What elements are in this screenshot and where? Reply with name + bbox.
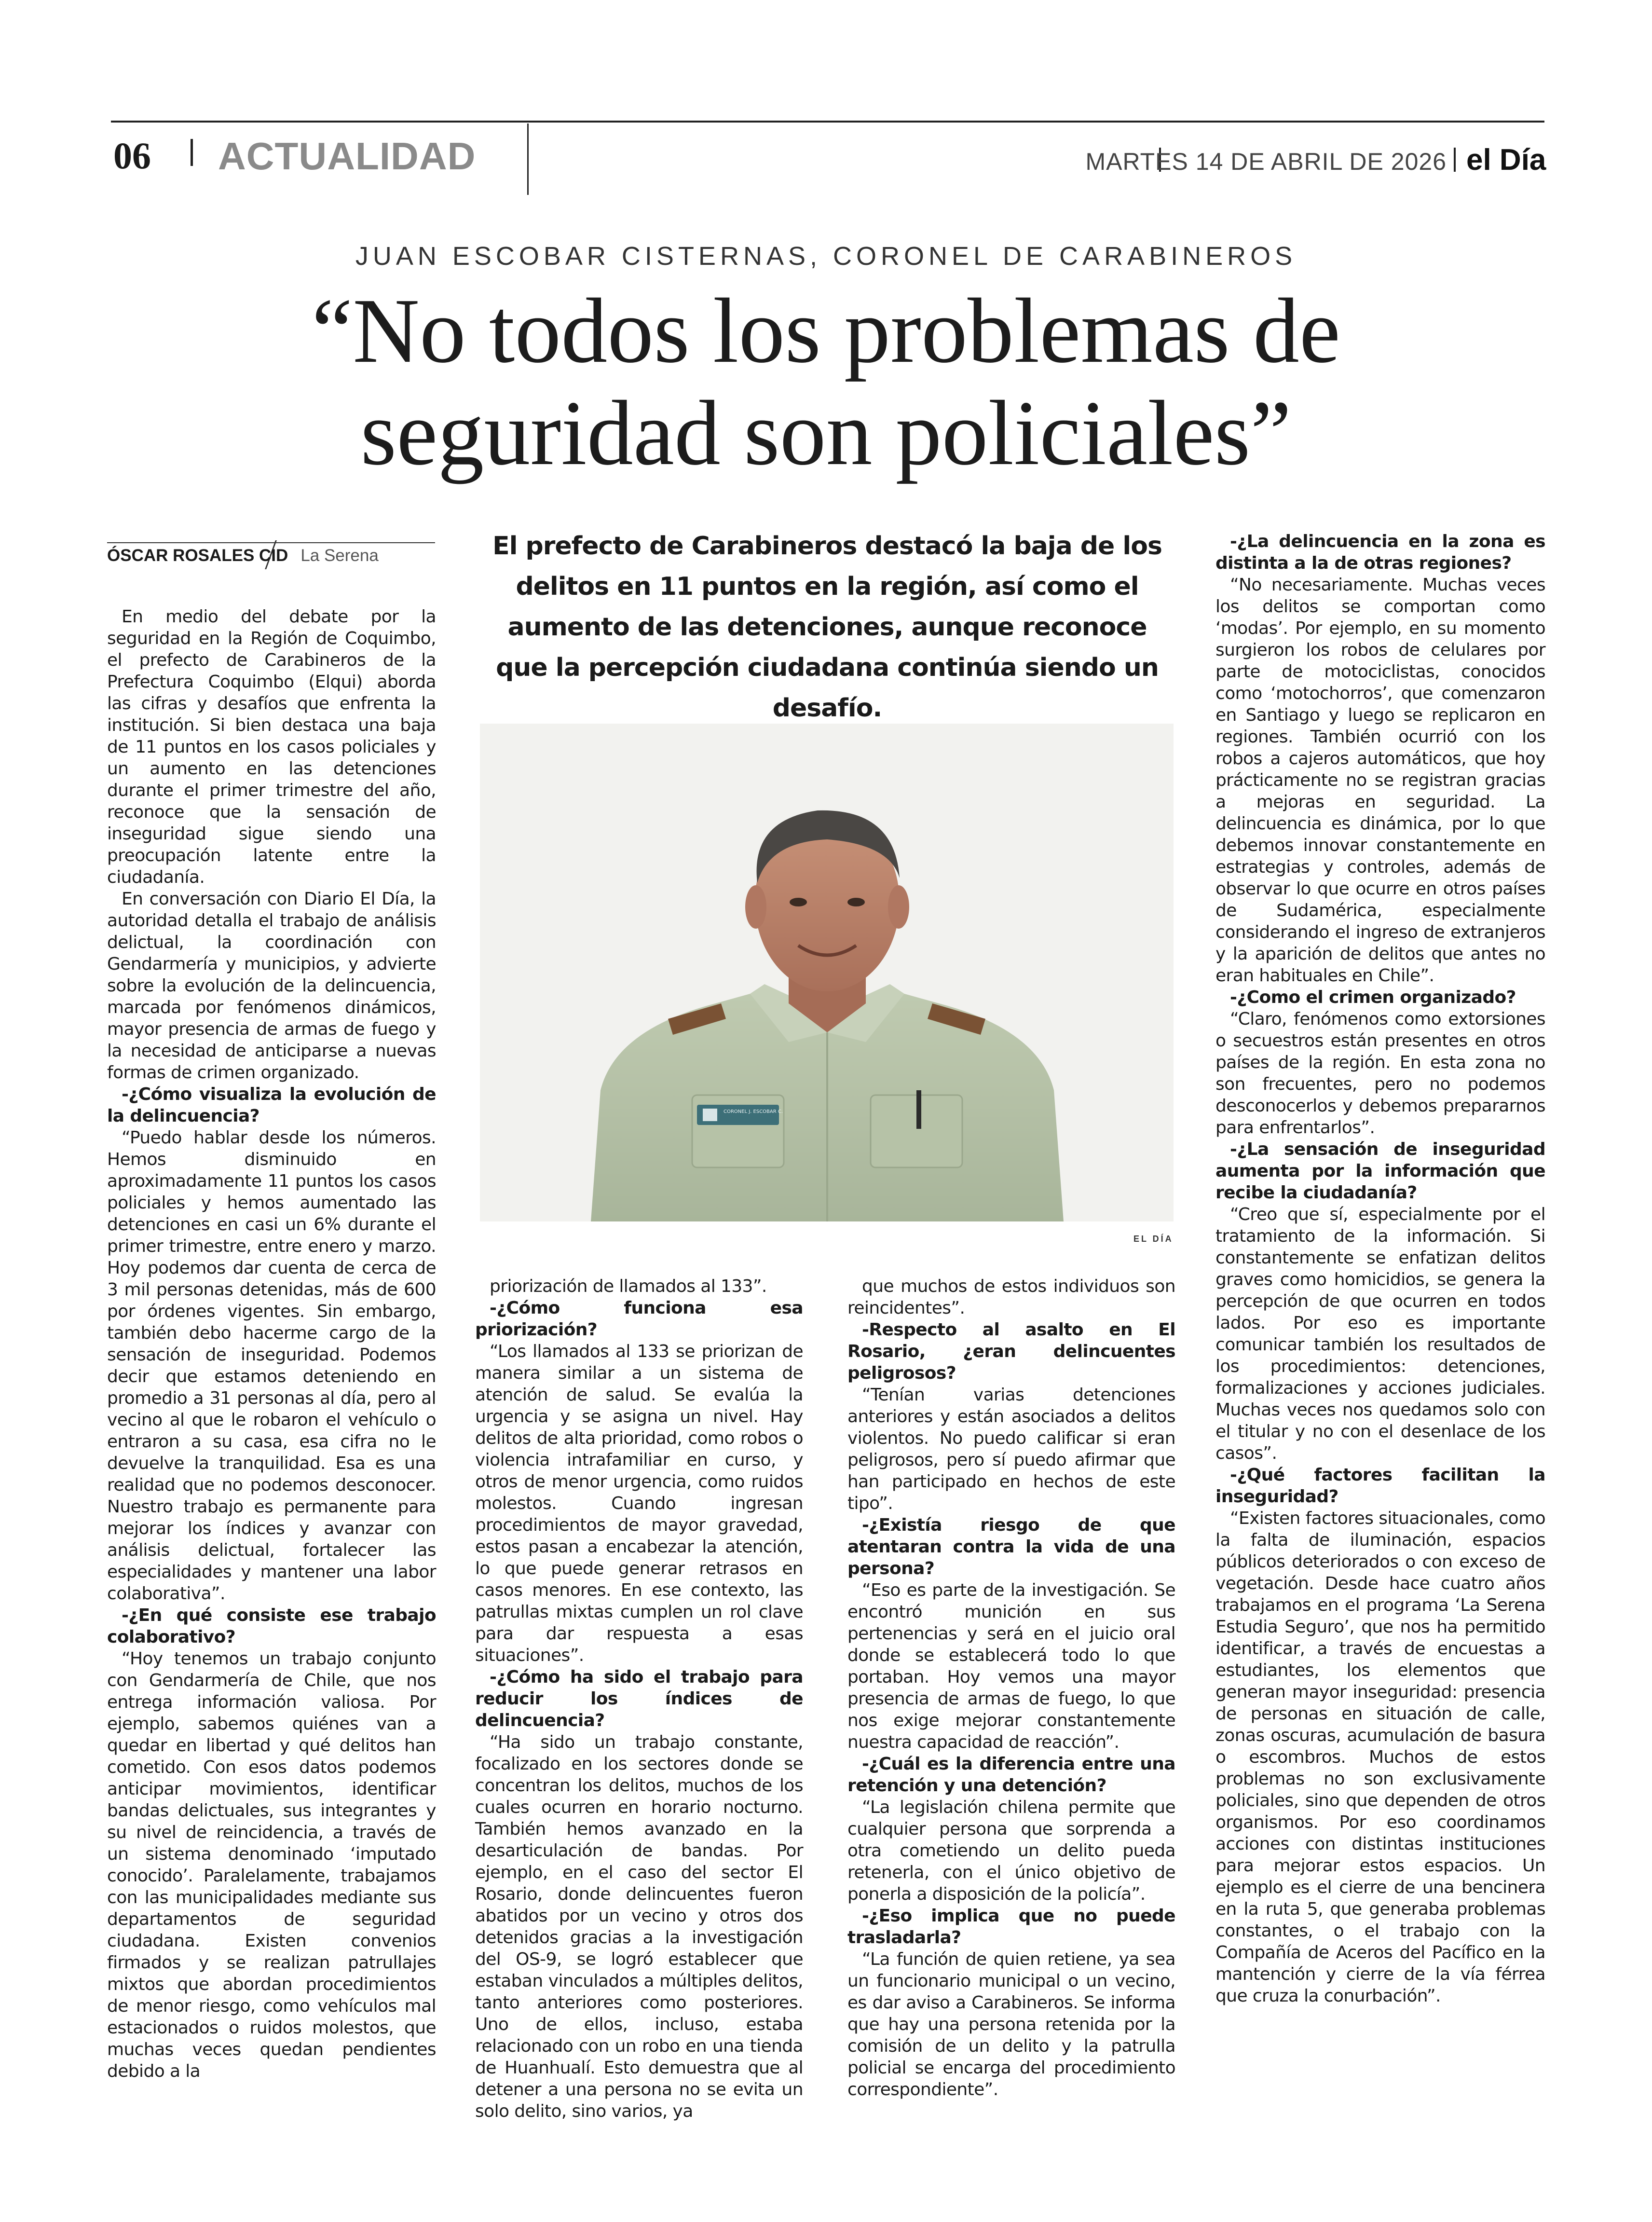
- interview-question: -¿Existía riesgo de que atentaran contra la vida de una persona?: [847, 1515, 1175, 1578]
- portrait-illustration: [480, 724, 1174, 1221]
- body-paragraph: “Eso es parte de la investigación. Se encontró munición en sus pertenencias y será en el juicio oral donde se establecerá todo lo que portaban. Hoy vemos una mayor presencia de armas de fuego, lo que nos exige mejorar constantemente nuestra capacidad de reacción”.: [847, 1580, 1175, 1752]
- header-divider: [527, 123, 529, 195]
- header-rule: [111, 121, 1544, 123]
- interview-question: -¿La delincuencia en la zona es distinta a la de otras regiones?: [1215, 532, 1545, 573]
- page-number: 06: [113, 135, 151, 177]
- body-paragraph: “Tenían varias detenciones anteriores y están asociados a delitos violentos. No puedo calificar si eran peligrosos, pero sí puedo afirmar que han participado en hechos de este tipo”.: [847, 1385, 1175, 1513]
- interview-question: -¿Cómo visualiza la evolución de la delincuencia?: [107, 1084, 436, 1126]
- column-3: [847, 1276, 1175, 2100]
- interview-question: -¿Cuál es la diferencia entre una retención y una detención?: [847, 1754, 1175, 1796]
- body-paragraph: “Claro, fenómenos como extorsiones o secuestros están presentes en otros países de la región. En esta zona no son frecuentes, pero no podemos desconocerlos y debemos prepararnos para enfrentarlos”.: [1215, 1009, 1545, 1138]
- interview-question: -¿Eso implica que no puede trasladarla?: [847, 1906, 1175, 1948]
- body-paragraph: que muchos de estos individuos son reincidentes”.: [847, 1276, 1175, 1318]
- body-paragraph: “Creo que sí, especialmente por el tratamiento de la información. Si constantemente se enfatizan delitos graves como homicidios, se genera la percepción de que ocurren en todos lados. Por eso es importante comunicar también los resultados de los procedimientos: detenciones, formalizaciones y acciones judiciales. Muchas veces nos quedamos solo con el titular y no con el desenlace de los casos”.: [1215, 1205, 1545, 1463]
- header-separator: [191, 139, 193, 166]
- date-separator-right: [1454, 148, 1456, 172]
- body-paragraph: “Puedo hablar desde los números. Hemos disminuido en aproximadamente 11 puntos los casos policiales y hemos aumentado las detenciones en casi un 6% durante el primer trimestre, entre enero y marzo. Hoy podemos dar cuenta de cerca de 3 mil personas detenidas, más de 600 por órdenes vigentes. Sin embargo, también debo hacerme cargo de la sensación de inseguridad. Podemos decir que estamos deteniendo en promedio a 31 personas al día, pero al vecino al que le robaron el vehículo o entraron a su casa, esa cifra no le devuelve la tranquilidad. Esa es una realidad que no podemos desconocer. Nuestro trabajo es permanente para mejorar los índices y avanzar con análisis delictual, fortalecer las especialidades y mantener una labor colaborativa”.: [107, 1128, 436, 1604]
- location: La Serena: [300, 546, 379, 565]
- interview-question: -¿En qué consiste ese trabajo colaborativo?: [107, 1605, 436, 1647]
- column-1: [107, 606, 436, 2082]
- byline-rule: [107, 542, 435, 543]
- interview-question: -¿Cómo funciona esa priorización?: [475, 1298, 803, 1340]
- body-paragraph: “Hoy tenemos un trabajo conjunto con Gendarmería de Chile, que nos entrega información valiosa. Por ejemplo, sabemos quiénes van a quedar en libertad y qué delitos han cometido. Con esos datos podemos anticipar movimientos, identificar bandas delictuales, sus integrantes y su nivel de reincidencia, a través de un sistema denominado ‘imputado conocido’. Paralelamente, trabajamos con las municipalidades mediante sus departamentos de seguridad ciudadana. Existen convenios firmados y se realizan patrullajes mixtos que abordan procedimientos de menor riesgo, como vehículos mal estacionados o ruidos molestos, que muchas veces quedan pendientes debido a la: [107, 1649, 436, 2081]
- body-paragraph: “No necesariamente. Muchas veces los delitos se comportan como ‘modas’. Por ejemplo, en su momento surgieron los robos de celulares por parte de motociclistas, conocidos como ‘motochorros’, que comenzaron en Santiago y luego se replicaron en regiones. También ocurrió con los robos a cajeros automáticos, que hoy prácticamente no se registran gracias a mejoras en seguridad. La delincuencia es dinámica, por lo que debemos innovar constantemente en estrategias y controles, además de observar lo que ocurre en otros países de Sudamérica, especialmente considerando el ingreso de extranjeros y la aparición de delitos que antes no eran habituales en Chile”.: [1215, 575, 1545, 986]
- author: ÓSCAR ROSALES CID: [107, 546, 288, 565]
- headline: [96, 280, 1556, 484]
- lead-paragraph: El prefecto de Carabineros destacó la baja de los delitos en 11 puntos en la región, así como el aumento de las detenciones, aunque reconoce que la percepción ciudadana continúa siendo un desafío.: [492, 532, 1162, 723]
- body-paragraph: “La función de quien retiene, ya sea un funcionario municipal o un vecino, es dar aviso a Carabineros. Se informa que hay una persona retenida por la comisión de un delito y la patrulla policial se encarga del procedimiento correspondiente”.: [847, 1949, 1175, 2099]
- column-4: [1215, 531, 1545, 2007]
- kicker: JUAN ESCOBAR CISTERNAS, CORONEL DE CARABINEROS: [355, 242, 1297, 271]
- body-paragraph: “Los llamados al 133 se priorizan de manera similar a un sistema de atención de salud. Se evalúa la urgencia y se asigna un nivel. Hay delitos de alta prioridad, como robos o violencia intrafamiliar en curso, y otros de menor urgencia, como ruidos molestos. Cuando ingresan procedimientos de mayor gravedad, estos pasan a encabezar la atención, lo que puede generar retrasos en casos menores. En ese contexto, las patrullas mixtas cumplen un rol clave para dar respuesta a esas situaciones”.: [475, 1342, 803, 1665]
- interview-question: -¿La sensación de inseguridad aumenta por la información que recibe la ciudadanía?: [1215, 1139, 1545, 1203]
- byline: [107, 546, 379, 565]
- portrait-photo: [480, 724, 1174, 1221]
- section-title: ACTUALIDAD: [218, 135, 476, 178]
- interview-question: -¿Como el crimen organizado?: [1230, 988, 1516, 1007]
- body-paragraph: “Existen factores situacionales, como la falta de iluminación, espacios públicos deteriorados o con exceso de vegetación. Desde hace cuatro años trabajamos en el programa ‘La Serena Estudia Seguro’, que nos ha permitido identificar, a través de encuestas a estudiantes, los elementos que generan mayor inseguridad: presencia de personas en situación de calle, zonas oscuras, acumulación de basura o escombros. Muchos de estos problemas no son exclusivamente policiales, sino que dependen de otros organismos. Por eso coordinamos acciones con distintas instituciones para mejorar estos espacios. Un ejemplo es el cierre de una bencinera en la ruta 5, que generaba problemas constantes, o el trabajo con la Compañía de Aceros del Pacífico en la mantención y cierre de la vía férrea que cruza la conurbación”.: [1215, 1509, 1545, 2006]
- interview-question: -¿Cómo ha sido el trabajo para reducir los índices de delincuencia?: [475, 1667, 803, 1730]
- body-paragraph: En medio del debate por la seguridad en la Región de Coquimbo, el prefecto de Carabineros de la Prefectura Coquimbo (Elqui) aborda las cifras y desafíos que enfrenta la institución. Si bien destaca una baja de 11 puntos en los casos policiales y un aumento en las detenciones durante el primer trimestre del año, reconoce que la sensación de inseguridad sigue siendo una preocupación latente entre la ciudadanía.: [107, 607, 436, 887]
- name-tag-text: CORONEL J. ESCOBAR C.: [724, 1109, 783, 1114]
- body-paragraph: priorización de llamados al 133”.: [490, 1276, 767, 1296]
- body-paragraph: “La legislación chilena permite que cualquier persona que sorprenda a otra cometiendo un delito pueda retenerla, con el único objetivo de ponerla a disposición de la policía”.: [847, 1797, 1175, 1904]
- interview-question: -¿Qué factores facilitan la inseguridad?: [1215, 1465, 1545, 1507]
- issue-date: MARTES 14 DE ABRIL DE 2026: [1085, 148, 1447, 175]
- body-paragraph: En conversación con Diario El Día, la autoridad detalla el trabajo de análisis delictual, la coordinación con Gendarmería y municipios, y advierte sobre la evolución de la delincuencia, marcada por fenómenos dinámicos, mayor presencia de armas de fuego y la necesidad de anticiparse a nuevas formas de crimen organizado.: [107, 889, 436, 1083]
- body-paragraph: “Ha sido un trabajo constante, focalizado en los sectores donde se concentran los delitos, muchos de los cuales ocurren en horario nocturno. También hemos avanzado en la desarticulación de bandas. Por ejemplo, en el caso del sector El Rosario, donde delincuentes fueron abatidos por un vecino y otros dos detenidos gracias a la investigación del OS-9, se logró establecer que estaban vinculados a múltiples delitos, tanto anteriores como posteriores. Uno de ellos, incluso, estaba relacionado con un robo en una tienda de Huanhualí. Esto demuestra que al detener a una persona no se evita un solo delito, sino varios, ya: [475, 1732, 803, 2121]
- interview-question: -Respecto al asalto en El Rosario, ¿eran delincuentes peligrosos?: [847, 1320, 1175, 1383]
- column-2: [475, 1276, 803, 2122]
- headline-line-2: seguridad son policiales”: [360, 382, 1292, 484]
- photo-credit: EL DÍA: [1133, 1234, 1174, 1244]
- newspaper-logo: el Día: [1466, 143, 1546, 177]
- headline-line-1: “No todos los problemas de: [312, 279, 1340, 382]
